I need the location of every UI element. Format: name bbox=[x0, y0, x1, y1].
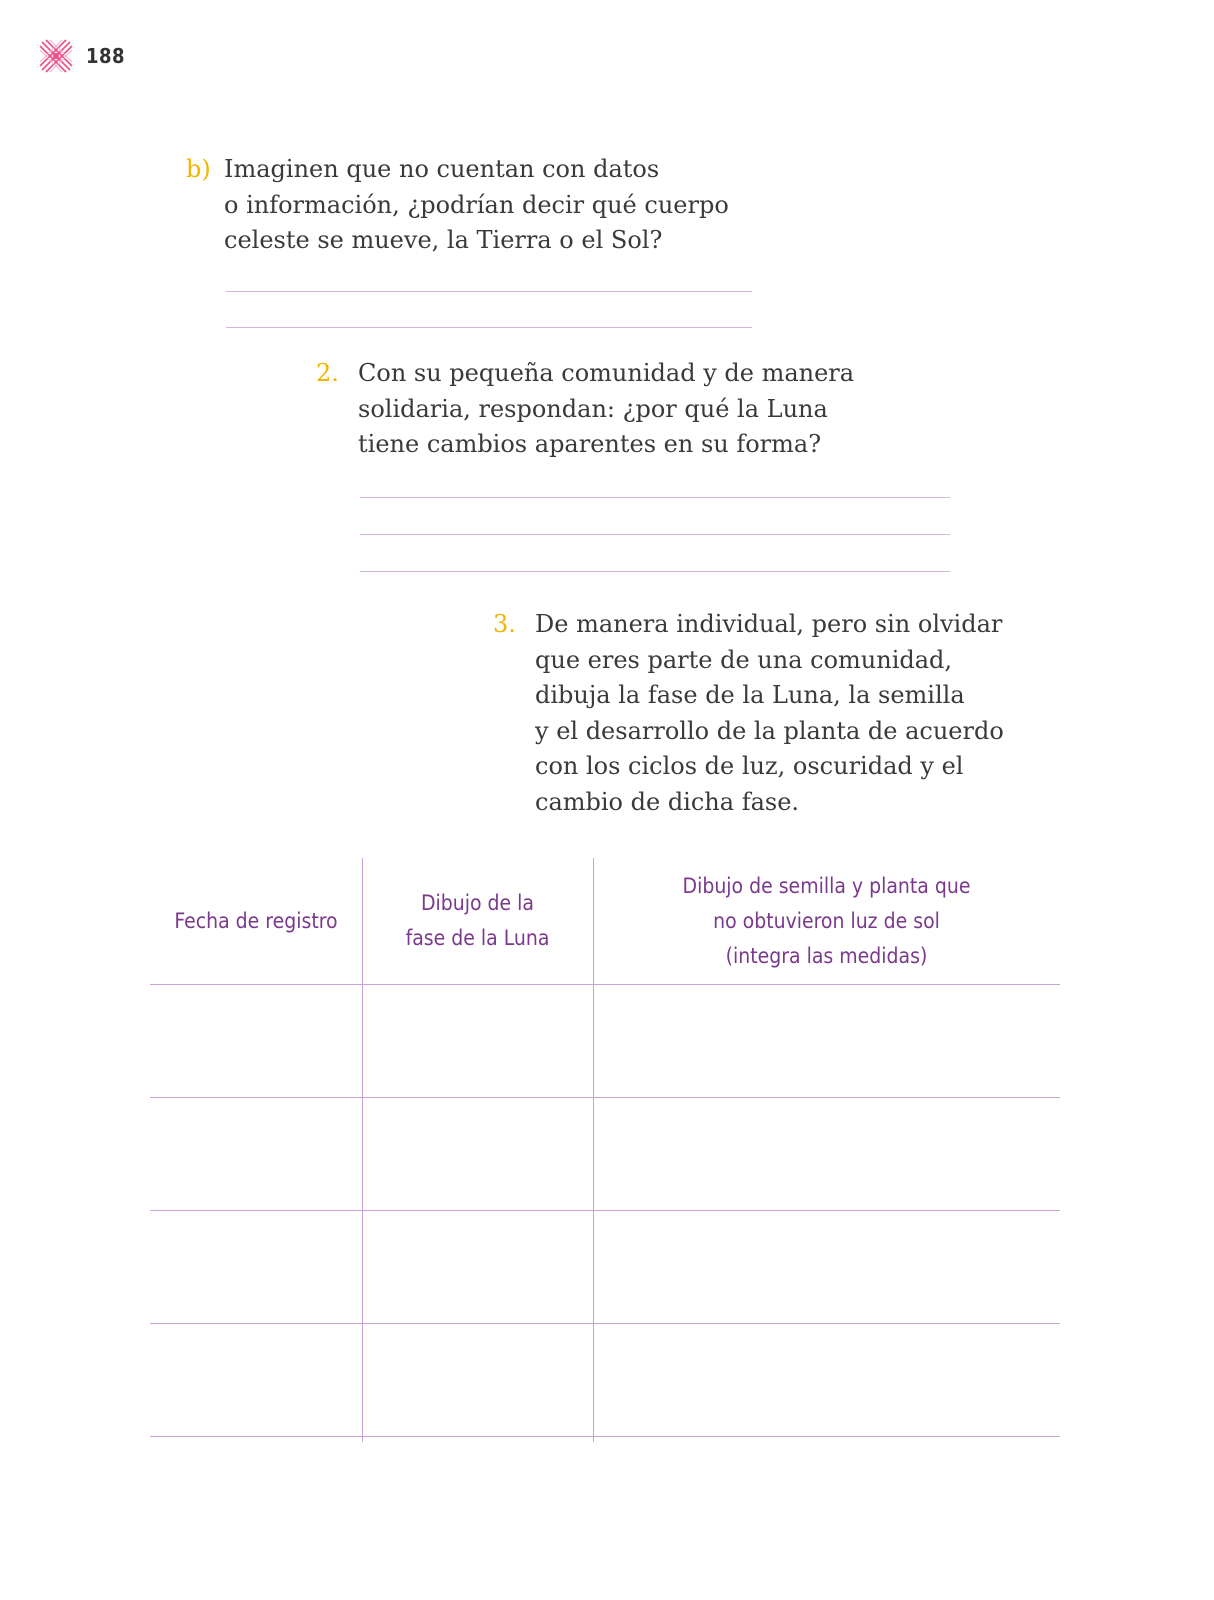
column-header-seed-plant: Dibujo de semilla y planta que no obtuvieron luz de sol (integra las medidas) bbox=[682, 873, 971, 968]
column-header-date: Fecha de registro bbox=[174, 908, 338, 933]
answer-line[interactable] bbox=[360, 497, 950, 498]
answer-line[interactable] bbox=[360, 571, 950, 572]
question-3 bbox=[493, 607, 1004, 820]
table-row[interactable] bbox=[150, 1098, 1060, 1210]
table-rule bbox=[150, 1436, 1060, 1437]
question-2 bbox=[316, 356, 855, 463]
question-b bbox=[186, 152, 729, 259]
table-row[interactable] bbox=[150, 1324, 1060, 1436]
decorative-pattern-icon bbox=[38, 38, 74, 74]
question-marker: 2. bbox=[316, 359, 339, 387]
question-marker: 3. bbox=[493, 610, 516, 638]
column-header-moon-phase: Dibujo de la fase de la Luna bbox=[405, 891, 550, 950]
page-header bbox=[38, 38, 125, 74]
page-number: 188 bbox=[86, 44, 126, 68]
answer-line[interactable] bbox=[226, 327, 752, 328]
question-text: De manera individual, pero sin olvidar que eres parte de una comunidad, dibuja la fase de la Luna, la semilla y el desarrollo de la planta de acuerdo con los ciclos de luz, oscuridad y el cambio de dicha fase. bbox=[535, 610, 1004, 816]
table-row[interactable] bbox=[150, 985, 1060, 1097]
answer-line[interactable] bbox=[226, 291, 752, 292]
table-row[interactable] bbox=[150, 1211, 1060, 1323]
question-text: Con su pequeña comunidad y de manera solidaria, respondan: ¿por qué la Luna tiene cambios aparentes en su forma? bbox=[358, 359, 855, 458]
record-table bbox=[150, 858, 1060, 1442]
answer-line[interactable] bbox=[360, 534, 950, 535]
question-text: Imaginen que no cuentan con datos o información, ¿podrían decir qué cuerpo celeste se mueve, la Tierra o el Sol? bbox=[224, 155, 729, 254]
question-marker: b) bbox=[186, 155, 211, 183]
